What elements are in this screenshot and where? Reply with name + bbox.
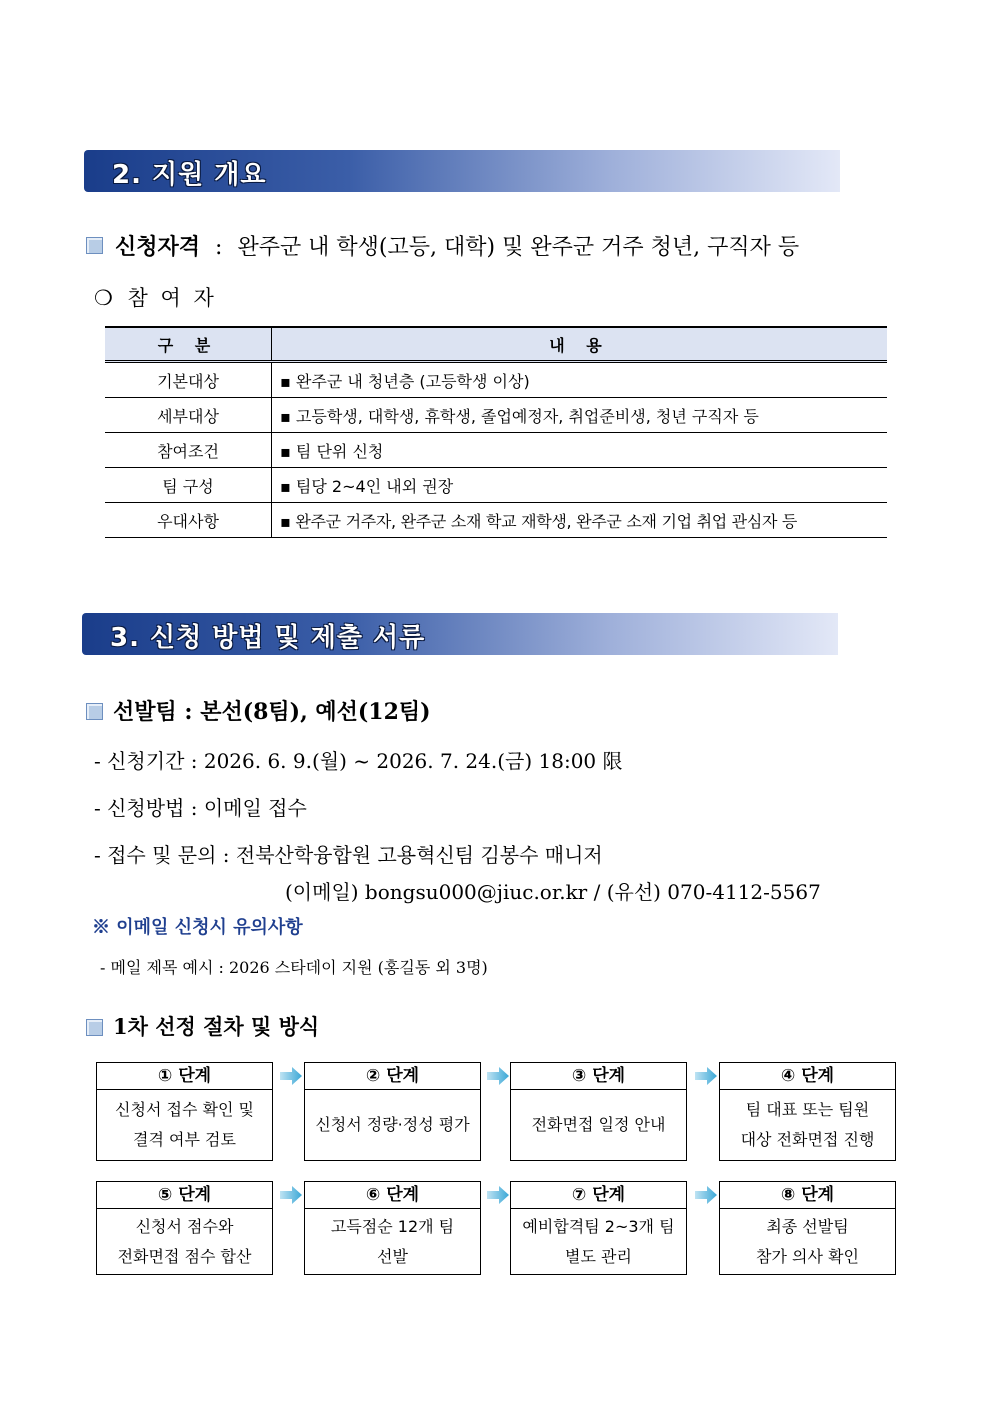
step-line: 신청서 점수와: [135, 1216, 234, 1236]
participants-line: [94, 282, 217, 312]
table-row: [105, 362, 887, 398]
arrow-right-icon: [487, 1067, 509, 1085]
row-category: 기본대상: [105, 362, 272, 398]
step-line: 선발: [377, 1246, 408, 1266]
step-label: ⑦ 단계: [511, 1182, 686, 1209]
arrow-right-icon: [695, 1067, 717, 1085]
step-line: 고득점순 12개 팀: [330, 1216, 455, 1236]
table-row: [105, 503, 887, 538]
arrow-right-icon: [280, 1186, 302, 1204]
section-3-banner: [82, 613, 838, 655]
row-category: 참여조건: [105, 433, 272, 468]
header-content: 내 용: [272, 327, 888, 362]
section-2-banner: [84, 150, 840, 192]
arrow-right-icon: [280, 1067, 302, 1085]
header-category: 구 분: [105, 327, 272, 362]
square-bullet-icon: [86, 1019, 103, 1036]
step-line: 전화면접 점수 합산: [117, 1246, 252, 1266]
row-category: 팀 구성: [105, 468, 272, 503]
application-period: - 신청기간 : 2026. 6. 9.(월) ~ 2026. 7. 24.(금) 18:00 限: [94, 749, 623, 773]
participants-table: [105, 326, 887, 538]
step-body: [97, 1090, 272, 1160]
row-content: ▪ 완주군 내 청년층 (고등학생 이상): [272, 362, 888, 398]
step-body: [720, 1209, 895, 1274]
eligibility-label: 신청자격: [115, 234, 201, 260]
section-2-title: 2. 지원 개요: [112, 160, 267, 190]
step-line: 전화면접 일정 안내: [531, 1115, 666, 1134]
step-label: ③ 단계: [511, 1063, 686, 1090]
contact-line-2: (이메일) bongsu000@jiuc.or.kr / (유선) 070-4112-5567: [285, 880, 821, 904]
eligibility-text: 완주군 내 학생(고등, 대학) 및 완주군 거주 청년, 구직자 등: [237, 235, 800, 260]
step-box-7: [510, 1181, 687, 1275]
step-box-2: [304, 1062, 481, 1161]
step-line: 신청서 접수 확인 및: [115, 1100, 254, 1119]
square-bullet-icon: [86, 703, 103, 720]
step-label: ④ 단계: [720, 1063, 895, 1090]
procedure-heading: 1차 선정 절차 및 방식: [113, 1014, 320, 1039]
step-line: 신청서 정량·정성 평가: [315, 1115, 470, 1134]
participants-label: 참 여 자: [127, 286, 217, 310]
circle-bullet-icon: ❍: [94, 286, 113, 310]
step-line: 결격 여부 검토: [133, 1130, 236, 1149]
table-row: [105, 433, 887, 468]
section-3-title: 3. 신청 방법 및 제출 서류: [110, 623, 426, 653]
step-body: [511, 1090, 686, 1160]
step-line: 참가 의사 확인: [756, 1246, 859, 1266]
step-label: ⑧ 단계: [720, 1182, 895, 1209]
step-label: ① 단계: [97, 1063, 272, 1090]
step-line: 최종 선발팀: [766, 1216, 849, 1236]
step-box-1: [96, 1062, 273, 1161]
selection-heading: 선발팀 : 본선(8팀), 예선(12팀): [113, 699, 431, 725]
notice-title: ※ 이메일 신청시 유의사항: [92, 917, 303, 938]
step-box-4: [719, 1062, 896, 1161]
step-body: [720, 1090, 895, 1160]
step-line: 별도 관리: [565, 1246, 632, 1266]
step-body: [511, 1209, 686, 1274]
eligibility-sep: :: [215, 235, 223, 260]
step-box-3: [510, 1062, 687, 1161]
step-label: ② 단계: [305, 1063, 480, 1090]
step-label: ⑥ 단계: [305, 1182, 480, 1209]
square-bullet-icon: [86, 237, 103, 254]
eligibility-line: [115, 230, 799, 261]
arrow-right-icon: [487, 1186, 509, 1204]
step-box-5: [96, 1181, 273, 1275]
step-label: ⑤ 단계: [97, 1182, 272, 1209]
step-line: 대상 전화면접 진행: [740, 1130, 875, 1149]
row-category: 세부대상: [105, 398, 272, 433]
table-row: [105, 468, 887, 503]
step-body: [305, 1209, 480, 1274]
arrow-right-icon: [695, 1186, 717, 1204]
contact-line-1: - 접수 및 문의 : 전북산학융합원 고용혁신팀 김봉수 매니저: [94, 843, 603, 867]
row-content: ▪ 팀당 2~4인 내외 권장: [272, 468, 888, 503]
notice-text: - 메일 제목 예시 : 2026 스타데이 지원 (홍길동 외 3명): [100, 958, 488, 977]
application-method: - 신청방법 : 이메일 접수: [94, 796, 307, 820]
row-category: 우대사항: [105, 503, 272, 538]
step-box-6: [304, 1181, 481, 1275]
step-line: 팀 대표 또는 팀원: [745, 1100, 870, 1119]
step-box-8: [719, 1181, 896, 1275]
table-header-row: [105, 327, 887, 362]
step-body: [97, 1209, 272, 1274]
step-line: 예비합격팀 2~3개 팀: [522, 1216, 675, 1236]
row-content: ▪ 완주군 거주자, 완주군 소재 학교 재학생, 완주군 소재 기업 취업 관심자 등: [272, 503, 888, 538]
row-content: ▪ 고등학생, 대학생, 휴학생, 졸업예정자, 취업준비생, 청년 구직자 등: [272, 398, 888, 433]
row-content: ▪ 팀 단위 신청: [272, 433, 888, 468]
step-body: [305, 1090, 480, 1160]
table-row: [105, 398, 887, 433]
